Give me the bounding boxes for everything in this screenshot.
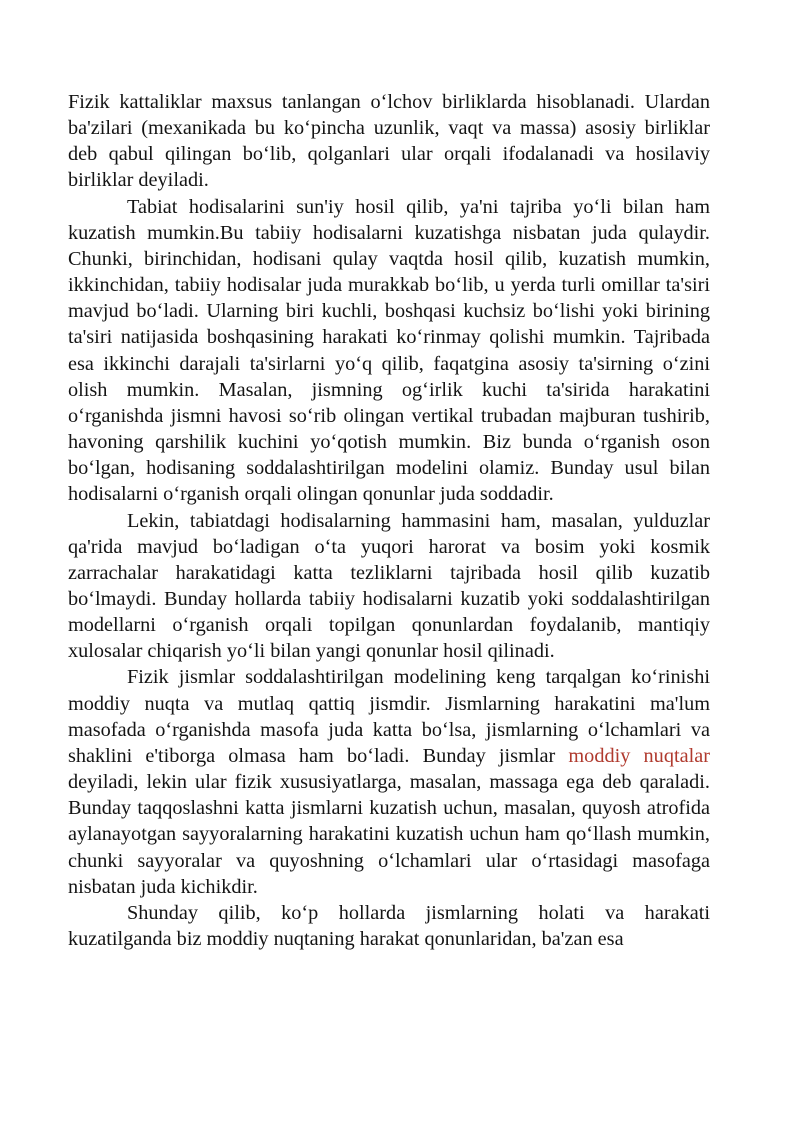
document-page (68, 89, 710, 952)
paragraph-experiments: Tabiat hodisalarini sun'iy hosil qilib, ya'ni tajriba yo‘li bilan ham kuzatish mumkin.Bu tabiiy hodisalarni kuzatishga nisbatan juda qulaydir. Chunki, birinchidan, hodisani qulay vaqtda hosil qilib, kuzatish mumkin, ikkinchidan, tabiiy hodisalar juda murakkab bo‘lib, u yerda turli omillar ta'siri mavjud bo‘ladi. Ularning biri kuchli, boshqasi kuchsiz bo‘lishi yoki birining ta'siri natijasida boshqasining harakati ko‘rinmay qolishi mumkin. Tajribada esa ikkinchi darajali ta'sirlarni yo‘q qilib, faqatgina asosiy ta'sirning o‘zini olish mumkin. Masalan, jismning og‘irlik kuchi ta'sirida harakatini o‘rganishda jismni havosi so‘rib olingan vertikal trubadan majburan tushirib, havoning qarshilik kuchini yo‘qotish mumkin. Biz bunda o‘rganish oson bo‘lgan, hodisaning soddalashtirilgan modelini olamiz. Bunday usul bilan hodisalarni o‘rganish orqali olingan qonunlar juda soddadir. (68, 195, 710, 506)
material-point-text-after: deyiladi, lekin ular fizik xususiyatlarga, masalan, massaga ega deb qaraladi. Bunday taqqoslashni katta jismlarni kuzatish uchun, masalan, quyosh atrofida aylanayotgan sayyoralarning harakatini kuzatish uchun ham qo‘llash mumkin, chunki sayyoralar va quyoshning o‘lchamlari ular o‘rtasidagi masofaga nisbatan juda kichikdir. (68, 771, 710, 898)
material-point-text-before: Fizik jismlar soddalashtirilgan modelining keng tarqalgan ko‘rinishi moddiy nuqta va mutlaq qattiq jismdir. Jismlarning harakatini ma'lum masofada o‘rganishda masofa juda katta bo‘lsa, jismlarning o‘lchamlari va shaklini e'tiborga olmasa ham bo‘ladi. Bunday jismlar (68, 666, 710, 767)
paragraph-natural-phenomena: Lekin, tabiatdagi hodisalarning hammasini ham, masalan, yulduzlar qa'rida mavjud bo‘ladigan o‘ta yuqori harorat va bosim yoki kosmik zarrachalar harakatidagi katta tezliklarni tajribada hosil qilib kuzatib bo‘lmaydi. Bunday hollarda tabiiy hodisalarni kuzatib yoki soddalashtirilgan modellarni o‘rganish orqali topilgan qonunlardan foydalanib, mantiqiy xulosalar chiqarish yo‘li bilan yangi qonunlar hosil qilinadi. (68, 509, 710, 663)
paragraph-material-point (68, 664, 710, 899)
paragraph-conclusion: Shunday qilib, ko‘p hollarda jismlarning holati va harakati kuzatilganda biz moddiy nuqtaning harakat qonunlaridan, ba'zan esa (68, 901, 710, 950)
paragraph-physical-quantities: Fizik kattaliklar maxsus tanlangan o‘lchov birliklarda hisoblanadi. Ulardan ba'zilari (mexanikada bu ko‘pincha uzunlik, vaqt va massa) asosiy birliklar deb qabul qilingan bo‘lib, qolganlari ular orqali ifodalanadi va hosilaviy birliklar deyiladi. (68, 91, 710, 192)
material-point-term: moddiy nuqtalar (568, 744, 710, 767)
